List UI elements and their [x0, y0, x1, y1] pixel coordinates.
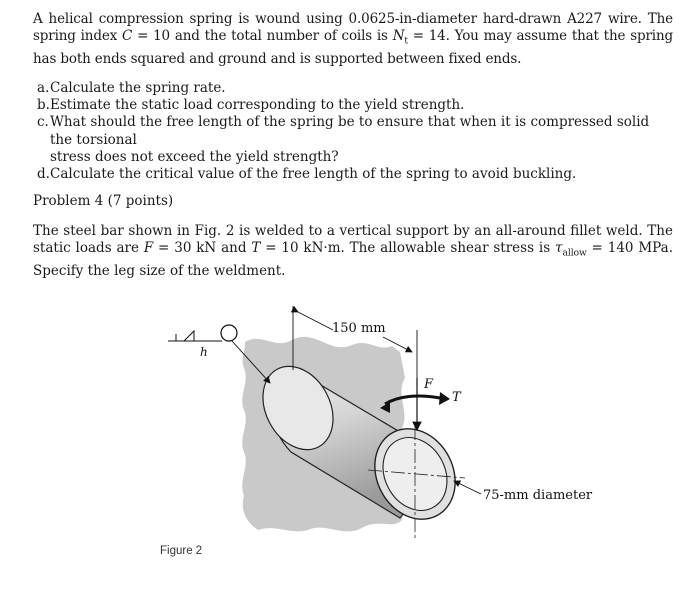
intro-rest: = 14. You may assume that the spring has both ends squared and ground and is supported between fixed ends. — [33, 28, 673, 68]
force-value: = 30 kN and — [153, 240, 252, 257]
figure-caption: Figure 2 — [160, 545, 203, 557]
torque-value: = 10 kN·m. The allowable shear stress is — [260, 240, 555, 257]
question-a-label: a. — [37, 80, 50, 96]
question-a-text: Calculate the spring rate. — [50, 80, 226, 96]
problem4-title: Problem 4 (7 points) — [33, 193, 174, 209]
weld-leg-label: h — [200, 345, 208, 359]
coil-count-symbol: N — [392, 28, 405, 45]
question-c-text: What should the free length of the spring be to ensure that when it is compressed solid the torsional — [50, 114, 650, 148]
diameter-label: 75-mm diameter — [483, 488, 593, 503]
intro-prefix: A helical compression spring is wound using 0.0625-in-diameter hard-drawn A227 wire. The spring index — [33, 11, 673, 45]
question-c-label: c. — [37, 114, 49, 131]
question-b-label: b. — [37, 97, 50, 114]
question-c-continuation: stress does not exceed the yield strength? — [50, 148, 339, 165]
tau-subscript: allow — [562, 248, 587, 259]
question-b-text: Estimate the static load corresponding to the yield strength. — [50, 97, 465, 114]
tau-symbol: τ — [554, 240, 563, 257]
spring-index-symbol: C — [122, 28, 133, 45]
coil-count-subscript: t — [404, 36, 408, 47]
intro-mid: = 10 and the total number of coils is — [132, 28, 393, 45]
p4-text-1: The steel bar shown in Fig. 2 is welded to a vertical support by an all-around fillet weld. The static loads are — [33, 223, 673, 257]
length-dimension-label: 150 mm — [332, 321, 386, 336]
force-label: F — [424, 377, 434, 392]
question-d-label: d. — [37, 166, 50, 183]
force-symbol: F — [143, 240, 154, 257]
torque-symbol: T — [251, 240, 261, 257]
tau-value: = 140 MPa. Specify the leg size of the weldment. — [33, 240, 673, 280]
question-d-text: Calculate the critical value of the free length of the spring to avoid buckling. — [50, 166, 577, 183]
torque-label: T — [452, 390, 461, 405]
